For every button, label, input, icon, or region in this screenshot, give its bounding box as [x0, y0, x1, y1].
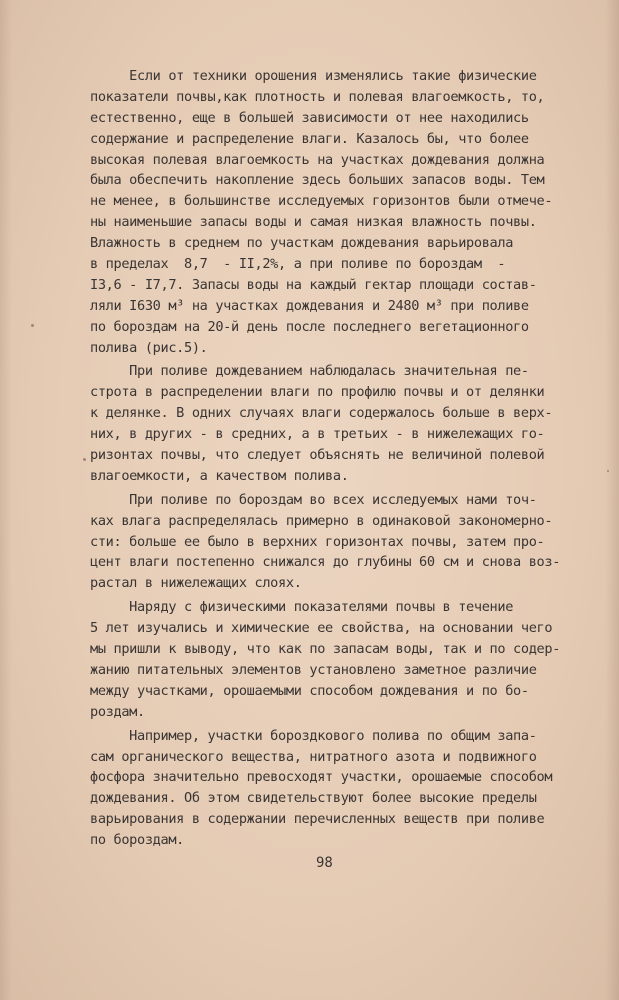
text-line: показатели почвы,как плотность и полевая влагоемкость, то, — [90, 88, 545, 105]
text-line: не менее, в большинстве исследуемых горизонтов были отмече- — [90, 193, 553, 210]
text-line: роздам. — [90, 703, 145, 720]
text-line: естественно, еще в большей зависимости от нее находились — [90, 109, 529, 126]
text-line: строта в распределении влаги по профилю почвы и от делянки — [90, 384, 545, 401]
paper-speck — [83, 458, 86, 461]
text-line: была обеспечить накопление здесь больших запасов воды. Тем — [90, 172, 545, 189]
text-line: между участками, орошаемыми способом дождевания и по бо- — [90, 682, 529, 699]
text-line: При поливе по бороздам во всех исследуемых нами точ- — [90, 491, 537, 508]
text-line: них, в других - в средних, а в третьих - в нижележащих го- — [90, 426, 545, 443]
text-line: Влажность в среднем по участкам дождевания варьировала — [90, 235, 514, 252]
text-line: по бороздам на 20-й день после последнего вегетационного — [90, 318, 529, 335]
text-line: дождевания. Об этом свидетельствуют более высокие пределы — [90, 790, 537, 807]
text-line: ризонтах почвы, что следует объяснять не величиной полевой — [90, 447, 545, 464]
text-line: высокая полевая влагоемкость на участках дождевания должна — [90, 151, 545, 168]
text-line: сти: больше ее было в верхних горизонтах почвы, затем про- — [90, 533, 545, 550]
text-line: фосфора значительно превосходят участки, орошаемые способом — [90, 769, 553, 786]
text-line: ны наименьшие запасы воды и самая низкая влажность почвы. — [90, 214, 537, 231]
page-number: 98 — [316, 855, 333, 871]
page-shadow-left — [0, 0, 12, 1000]
text-line: по бороздам. — [90, 832, 185, 849]
text-line: I3,6 - I7,7. Запасы воды на каждый гектар площади состав- — [90, 276, 537, 293]
text-line: цент влаги постепенно снижался до глубины 60 см и снова воз- — [90, 554, 561, 571]
text-line: к делянке. В одних случаях влаги содержалось больше в верх- — [90, 405, 553, 422]
page-shadow-right — [605, 0, 619, 1000]
text-line: мы пришли к выводу, что как по запасам воды, так и по содер- — [90, 641, 561, 658]
text-line: варьирования в содержании перечисленных веществ при поливе — [90, 811, 545, 828]
text-line: Если от техники орошения изменялись такие физические — [90, 68, 537, 84]
text-line: 5 лет изучались и химические ее свойства, на основании чего — [90, 620, 553, 637]
body-text — [90, 66, 590, 851]
paper-speck — [607, 470, 609, 472]
text-line: ляли I630 м³ на участках дождевания и 2480 м³ при поливе — [90, 297, 529, 314]
text-line: растал в нижележащих слоях. — [90, 575, 302, 592]
text-line: содержание и распределение влаги. Казалось бы, что более — [90, 130, 529, 147]
text-line: жанию питательных элементов установлено заметное различие — [90, 661, 537, 678]
text-line: полива (рис.5). — [90, 339, 208, 356]
text-line: влагоемкости, а качеством полива. — [90, 467, 349, 484]
text-line: Наряду с физическими показателями почвы в течение — [90, 599, 514, 616]
text-line: ках влага распределялась примерно в одинаковой закономерно- — [90, 512, 553, 529]
text-line: сам органического вещества, нитратного азота и подвижного — [90, 748, 537, 765]
text-line: Например, участки бороздкового полива по общим запа- — [90, 727, 537, 744]
text-line: в пределах 8,7 - II,2%, а при поливе по бороздам - — [90, 256, 506, 273]
paper-speck — [31, 324, 34, 327]
text-line: При поливе дождеванием наблюдалась значительная пе- — [90, 363, 529, 380]
